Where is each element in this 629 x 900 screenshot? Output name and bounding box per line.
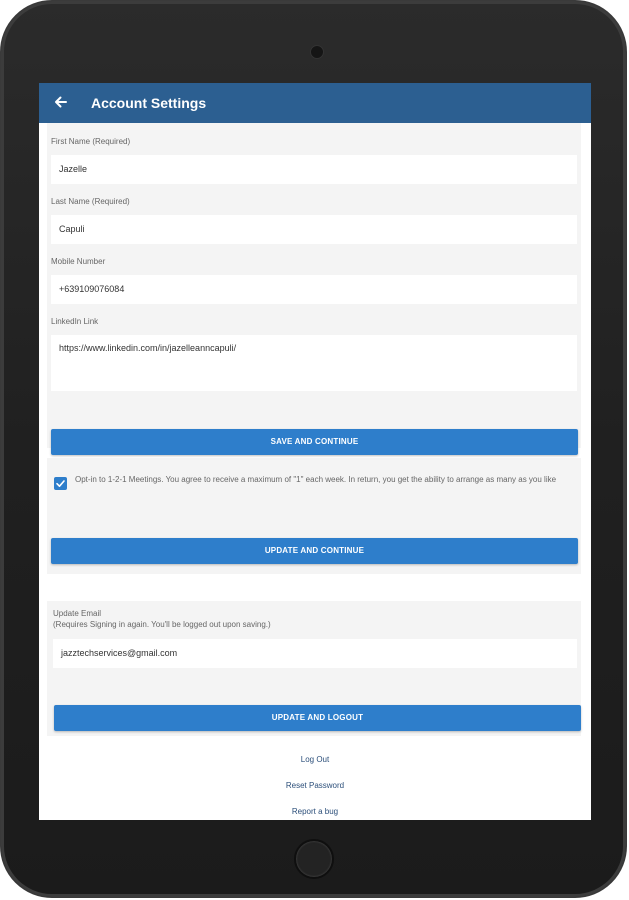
checkmark-icon <box>54 477 67 490</box>
last-name-label: Last Name (Required) <box>51 197 130 206</box>
email-field[interactable]: jazztechservices@gmail.com <box>53 639 577 668</box>
update-and-continue-button[interactable]: UPDATE AND CONTINUE <box>51 538 578 564</box>
linkedin-field[interactable]: https://www.linkedin.com/in/jazelleanncapuli/ <box>51 335 577 391</box>
logout-link[interactable]: Log Out <box>300 755 330 764</box>
update-email-note: (Requires Signing in again. You'll be logged out upon saving.) <box>53 620 271 629</box>
optin-section <box>47 458 581 574</box>
app-bar <box>39 83 591 123</box>
profile-section <box>47 123 581 448</box>
first-name-field[interactable]: Jazelle <box>51 155 577 184</box>
update-and-logout-button[interactable]: UPDATE AND LOGOUT <box>54 705 581 731</box>
last-name-field[interactable]: Capuli <box>51 215 577 244</box>
page-title: Account Settings <box>91 95 207 111</box>
reset-password-link[interactable]: Reset Password <box>285 781 345 790</box>
optin-checkbox[interactable] <box>54 477 67 490</box>
camera-icon <box>310 45 324 59</box>
optin-description: Opt-in to 1-2-1 Meetings. You agree to receive a maximum of "1" each week. In return, you get the ability to arrange as many as you like <box>75 475 557 484</box>
first-name-label: First Name (Required) <box>51 137 131 146</box>
linkedin-label: LinkedIn Link <box>51 317 99 326</box>
report-bug-link[interactable]: Report a bug <box>291 807 339 816</box>
update-email-label: Update Email <box>53 609 102 618</box>
home-button[interactable] <box>294 839 334 879</box>
arrow-left-icon[interactable] <box>51 92 71 112</box>
save-and-continue-button[interactable]: SAVE AND CONTINUE <box>51 429 578 455</box>
email-section <box>47 601 581 736</box>
mobile-number-label: Mobile Number <box>51 257 106 266</box>
mobile-number-field[interactable]: +639109076084 <box>51 275 577 304</box>
app-screen <box>39 83 591 820</box>
